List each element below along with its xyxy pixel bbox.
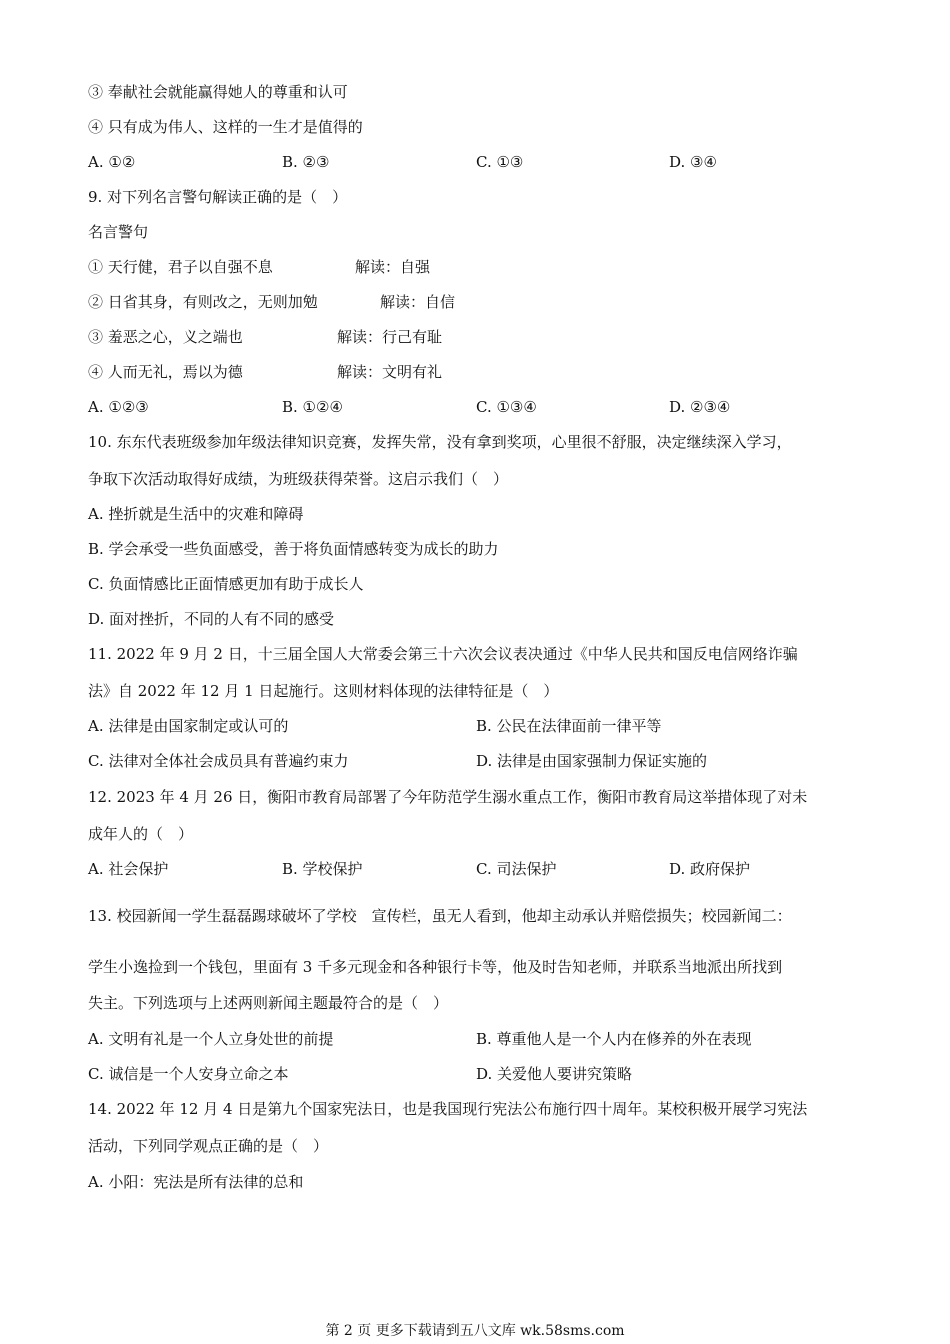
q13-option-b: B. 尊重他人是一个人内在修养的外在表现: [476, 1030, 752, 1048]
q14-option-a: A. 小阳：宪法是所有法律的总和: [88, 1173, 304, 1191]
q10-option-d: D. 面对挫折，不同的人有不同的感受: [88, 610, 335, 628]
q13-stem-line-1: 13. 校园新闻一学生磊磊踢球破坏了学校 宣传栏，虽无人看到，他却主动承认并赔偿损失；校园新闻二：: [88, 907, 792, 925]
q10-option-c: C. 负面情感比正面情感更加有助于成长人: [88, 575, 364, 593]
q8-item-3: ③ 奉献社会就能赢得她人的尊重和认可: [88, 83, 348, 101]
q10-option-b: B. 学会承受一些负面感受，善于将负面情感转变为成长的助力: [88, 540, 499, 558]
q9-interp-2: 解读：自信: [380, 293, 456, 311]
q10-option-a: A. 挫折就是生活中的灾难和障碍: [88, 505, 304, 523]
q8-item-4: ④ 只有成为伟人、这样的一生才是值得的: [88, 118, 363, 136]
q13-option-a: A. 文明有礼是一个人立身处世的前提: [88, 1030, 334, 1048]
q14-stem-line-2: 活动，下列同学观点正确的是（ ）: [88, 1137, 329, 1155]
q9-option-c: C. ①③④: [476, 398, 537, 416]
q11-stem-line-2: 法》自 2022 年 12 月 1 日起施行。这则材料体现的法律特征是（ ）: [88, 682, 559, 700]
q11-option-b: B. 公民在法律面前一律平等: [476, 717, 662, 735]
q9-quote-1: ① 天行健，君子以自强不息: [88, 258, 273, 276]
q9-option-d: D. ②③④: [669, 398, 731, 416]
q8-option-d: D. ③④: [669, 153, 717, 171]
q12-option-d: D. 政府保护: [669, 860, 751, 878]
q13-option-d: D. 关爱他人要讲究策略: [476, 1065, 633, 1083]
q9-option-b: B. ①②④: [282, 398, 343, 416]
q9-quote-3: ③ 羞恶之心，义之端也: [88, 328, 243, 346]
q12-option-a: A. 社会保护: [88, 860, 169, 878]
q13-stem-line-3: 失主。下列选项与上述两则新闻主题最符合的是（ ）: [88, 994, 449, 1012]
q9-interp-3: 解读：行己有耻: [337, 328, 443, 346]
q11-option-a: A. 法律是由国家制定或认可的: [88, 717, 289, 735]
q9-header: 名言警句: [88, 223, 149, 241]
q9-option-a: A. ①②③: [88, 398, 149, 416]
q10-stem-line-1: 10. 东东代表班级参加年级法律知识竞赛，发挥失常，没有拿到奖项，心里很不舒服，决定继续深入学习，: [88, 433, 792, 451]
q12-option-b: B. 学校保护: [282, 860, 363, 878]
q9-interp-1: 解读：自强: [355, 258, 431, 276]
q13-stem-line-2: 学生小逸捡到一个钱包，里面有 3 千多元现金和各种银行卡等，他及时告知老师，并联系当地派出所找到: [88, 958, 783, 976]
q10-stem-line-2: 争取下次活动取得好成绩，为班级获得荣誉。这启示我们（ ）: [88, 470, 509, 488]
q12-stem-line-2: 成年人的（ ）: [88, 825, 194, 843]
q12-stem-line-1: 12. 2023 年 4 月 26 日，衡阳市教育局部署了今年防范学生溺水重点工作，衡阳市教育局这举措体现了对未: [88, 788, 808, 806]
q8-option-c: C. ①③: [476, 153, 524, 171]
q9-stem: 9. 对下列名言警句解读正确的是（ ）: [88, 188, 348, 206]
q9-quote-4: ④ 人而无礼，焉以为德: [88, 363, 243, 381]
page-footer: 第 2 页 更多下载请到五八文库 wk.58sms.com: [325, 1323, 625, 1339]
q8-option-a: A. ①②: [88, 153, 136, 171]
q13-option-c: C. 诚信是一个人安身立命之本: [88, 1065, 289, 1083]
q11-option-c: C. 法律对全体社会成员具有普遍约束力: [88, 752, 349, 770]
q12-option-c: C. 司法保护: [476, 860, 557, 878]
q8-option-b: B. ②③: [282, 153, 330, 171]
q9-quote-2: ② 日省其身，有则改之，无则加勉: [88, 293, 318, 311]
q11-option-d: D. 法律是由国家强制力保证实施的: [476, 752, 708, 770]
q11-stem-line-1: 11. 2022 年 9 月 2 日，十三届全国人大常委会第三十六次会议表决通过《中华人民共和国反电信网络诈骗: [88, 645, 798, 663]
q9-interp-4: 解读：文明有礼: [337, 363, 443, 381]
q14-stem-line-1: 14. 2022 年 12 月 4 日是第九个国家宪法日，也是我国现行宪法公布施行四十周年。某校积极开展学习宪法: [88, 1100, 808, 1118]
